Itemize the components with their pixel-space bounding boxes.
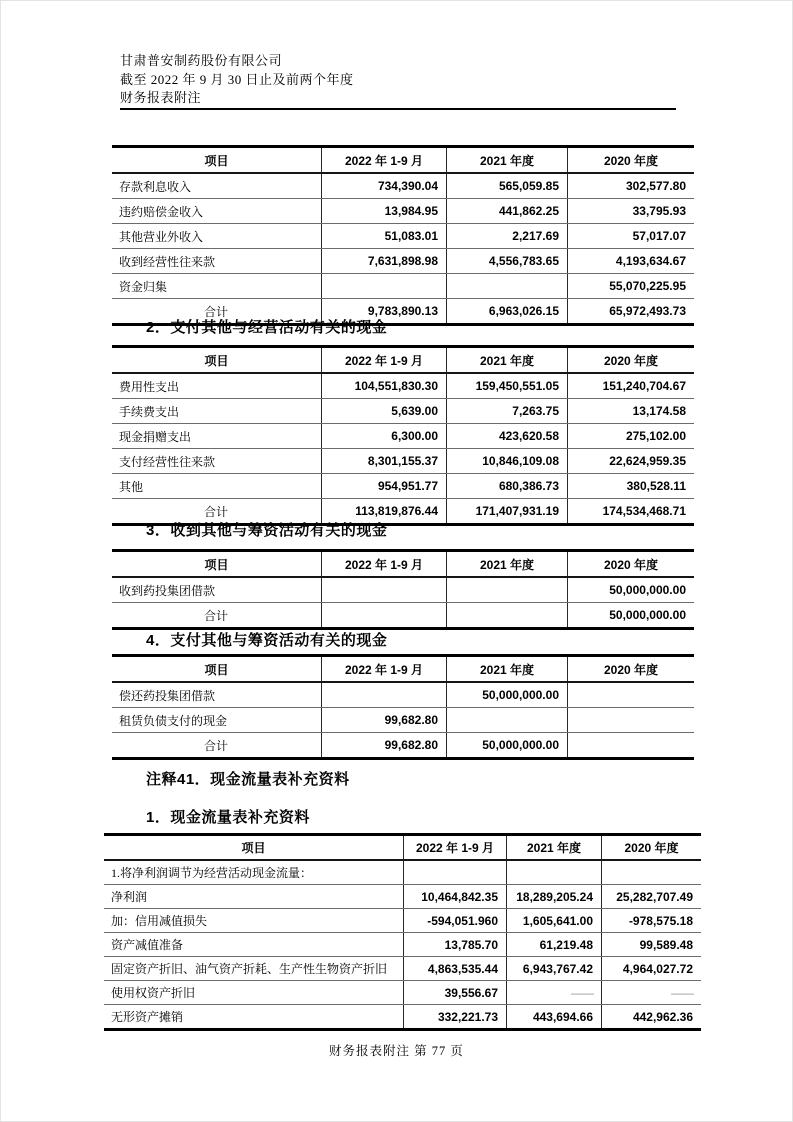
value-cell: 4,863,535.44 bbox=[404, 957, 507, 981]
value-cell: 1,605,641.00 bbox=[507, 909, 602, 933]
value-cell: 4,964,027.72 bbox=[602, 957, 702, 981]
value-cell: 6,300.00 bbox=[322, 424, 447, 449]
row-label: 使用权资产折旧 bbox=[104, 981, 404, 1005]
page-footer: 财务报表附注 第 77 页 bbox=[329, 1044, 464, 1058]
row-label: 合计 bbox=[112, 499, 322, 525]
value-cell: 8,301,155.37 bbox=[322, 449, 447, 474]
value-cell bbox=[447, 274, 568, 299]
row-label: 加：信用减值损失 bbox=[104, 909, 404, 933]
column-header: 项目 bbox=[112, 656, 322, 683]
value-cell: 2,217.69 bbox=[447, 224, 568, 249]
value-cell bbox=[507, 860, 602, 885]
column-header: 2022 年 1-9 月 bbox=[322, 147, 447, 174]
column-header: 2021 年度 bbox=[447, 551, 568, 578]
table-row bbox=[112, 249, 694, 274]
row-label: 资金归集 bbox=[112, 274, 322, 299]
value-cell: 565,059.85 bbox=[447, 173, 568, 199]
table-row bbox=[104, 860, 701, 885]
value-cell: 99,589.48 bbox=[602, 933, 702, 957]
column-header: 2021 年度 bbox=[447, 656, 568, 683]
value-cell: 104,551,830.30 bbox=[322, 373, 447, 399]
table-row bbox=[112, 399, 694, 424]
table-other-financing-cash-paid bbox=[112, 654, 694, 760]
value-cell: 13,785.70 bbox=[404, 933, 507, 957]
table-row bbox=[112, 173, 694, 199]
value-cell bbox=[322, 577, 447, 603]
value-cell: 55,070,225.95 bbox=[568, 274, 695, 299]
value-cell: 6,963,026.15 bbox=[447, 299, 568, 325]
table-header-row bbox=[112, 551, 694, 578]
table-row bbox=[112, 424, 694, 449]
column-header: 2021 年度 bbox=[507, 835, 602, 861]
value-cell: 113,819,876.44 bbox=[322, 499, 447, 525]
value-cell: 22,624,959.35 bbox=[568, 449, 695, 474]
value-cell: 13,984.95 bbox=[322, 199, 447, 224]
row-label: 手续费支出 bbox=[112, 399, 322, 424]
row-label: 1.将净利润调节为经营活动现金流量： bbox=[104, 860, 404, 885]
value-cell bbox=[568, 682, 695, 708]
value-cell: 6,943,767.42 bbox=[507, 957, 602, 981]
table-cash-flow-supplement bbox=[104, 833, 701, 1031]
table-row bbox=[104, 933, 701, 957]
value-cell: 50,000,000.00 bbox=[568, 603, 695, 629]
document-title: 财务报表附注 bbox=[120, 90, 202, 105]
value-cell: 442,962.36 bbox=[602, 1005, 702, 1030]
note-41-heading: 注释41．现金流量表补充资料 bbox=[146, 771, 350, 788]
table-header-row bbox=[112, 347, 694, 374]
value-cell bbox=[568, 733, 695, 759]
value-cell bbox=[322, 682, 447, 708]
total-row bbox=[112, 733, 694, 759]
column-header: 2021 年度 bbox=[447, 347, 568, 374]
value-cell: 50,000,000.00 bbox=[447, 733, 568, 759]
value-cell: 443,694.66 bbox=[507, 1005, 602, 1030]
column-header: 项目 bbox=[112, 347, 322, 374]
value-cell: 51,083.01 bbox=[322, 224, 447, 249]
value-cell: 302,577.80 bbox=[568, 173, 695, 199]
value-cell: 332,221.73 bbox=[404, 1005, 507, 1030]
row-label: 存款利息收入 bbox=[112, 173, 322, 199]
value-cell: 39,556.67 bbox=[404, 981, 507, 1005]
company-name: 甘肃普安制药股份有限公司 bbox=[120, 53, 283, 68]
column-header: 2022 年 1-9 月 bbox=[322, 656, 447, 683]
table-row bbox=[104, 957, 701, 981]
value-cell: 159,450,551.05 bbox=[447, 373, 568, 399]
value-cell: 18,289,205.24 bbox=[507, 885, 602, 909]
table-row bbox=[112, 449, 694, 474]
document-header bbox=[120, 52, 354, 108]
value-cell: 65,972,493.73 bbox=[568, 299, 695, 325]
table-row bbox=[104, 909, 701, 933]
table-other-operating-cash-paid bbox=[112, 345, 694, 526]
column-header: 2020 年度 bbox=[568, 347, 695, 374]
value-cell bbox=[404, 860, 507, 885]
value-cell: 275,102.00 bbox=[568, 424, 695, 449]
value-cell bbox=[322, 274, 447, 299]
value-cell: 50,000,000.00 bbox=[568, 577, 695, 603]
section-heading-paid-operating: 2．支付其他与经营活动有关的现金 bbox=[146, 319, 388, 336]
row-label: 偿还药投集团借款 bbox=[112, 682, 322, 708]
table-row bbox=[112, 224, 694, 249]
row-label: 租赁负债支付的现金 bbox=[112, 708, 322, 733]
value-cell: 680,386.73 bbox=[447, 474, 568, 499]
value-cell: 10,846,109.08 bbox=[447, 449, 568, 474]
value-cell bbox=[447, 577, 568, 603]
value-cell bbox=[322, 603, 447, 629]
subsection-heading-supplement: 1．现金流量表补充资料 bbox=[146, 809, 310, 826]
table-row bbox=[104, 885, 701, 909]
value-cell bbox=[447, 708, 568, 733]
value-cell: —— bbox=[507, 981, 602, 1005]
table-other-financing-cash-received bbox=[112, 549, 694, 630]
table-row bbox=[112, 682, 694, 708]
value-cell: 9,783,890.13 bbox=[322, 299, 447, 325]
value-cell: 25,282,707.49 bbox=[602, 885, 702, 909]
row-label: 资产减值准备 bbox=[104, 933, 404, 957]
row-label: 其他营业外收入 bbox=[112, 224, 322, 249]
table-row bbox=[112, 708, 694, 733]
row-label: 违约赔偿金收入 bbox=[112, 199, 322, 224]
table-row bbox=[112, 474, 694, 499]
value-cell: 441,862.25 bbox=[447, 199, 568, 224]
row-label: 收到药投集团借款 bbox=[112, 577, 322, 603]
row-label: 合计 bbox=[112, 733, 322, 759]
value-cell: -594,051.960 bbox=[404, 909, 507, 933]
table-row bbox=[104, 981, 701, 1005]
table-header-row bbox=[112, 147, 694, 174]
column-header: 2020 年度 bbox=[568, 147, 695, 174]
column-header: 项目 bbox=[112, 147, 322, 174]
table-row bbox=[112, 274, 694, 299]
table-header-row bbox=[104, 835, 701, 861]
section-heading-paid-financing: 4．支付其他与筹资活动有关的现金 bbox=[146, 632, 388, 649]
header-divider bbox=[120, 108, 676, 110]
column-header: 项目 bbox=[112, 551, 322, 578]
table-row bbox=[112, 199, 694, 224]
value-cell: 99,682.80 bbox=[322, 733, 447, 759]
value-cell: 10,464,842.35 bbox=[404, 885, 507, 909]
value-cell bbox=[568, 708, 695, 733]
value-cell: 734,390.04 bbox=[322, 173, 447, 199]
column-header: 2022 年 1-9 月 bbox=[404, 835, 507, 861]
table-row bbox=[112, 373, 694, 399]
report-period: 截至 2022 年 9 月 30 日止及前两个年度 bbox=[120, 71, 354, 87]
value-cell: 171,407,931.19 bbox=[447, 499, 568, 525]
column-header: 2022 年 1-9 月 bbox=[322, 347, 447, 374]
row-label: 固定资产折旧、油气资产折耗、生产性生物资产折旧 bbox=[104, 957, 404, 981]
table-row bbox=[112, 577, 694, 603]
value-cell: 5,639.00 bbox=[322, 399, 447, 424]
value-cell: 61,219.48 bbox=[507, 933, 602, 957]
value-cell: -978,575.18 bbox=[602, 909, 702, 933]
row-label: 现金捐赠支出 bbox=[112, 424, 322, 449]
column-header: 2020 年度 bbox=[568, 656, 695, 683]
value-cell: —— bbox=[602, 981, 702, 1005]
row-label: 无形资产摊销 bbox=[104, 1005, 404, 1030]
value-cell bbox=[447, 603, 568, 629]
value-cell: 151,240,704.67 bbox=[568, 373, 695, 399]
row-label: 收到经营性往来款 bbox=[112, 249, 322, 274]
row-label: 支付经营性往来款 bbox=[112, 449, 322, 474]
value-cell bbox=[602, 860, 702, 885]
value-cell: 99,682.80 bbox=[322, 708, 447, 733]
table-row bbox=[104, 1005, 701, 1030]
value-cell: 174,534,468.71 bbox=[568, 499, 695, 525]
value-cell: 7,631,898.98 bbox=[322, 249, 447, 274]
row-label: 其他 bbox=[112, 474, 322, 499]
column-header: 2020 年度 bbox=[602, 835, 702, 861]
value-cell: 33,795.93 bbox=[568, 199, 695, 224]
section-heading-received-financing: 3．收到其他与筹资活动有关的现金 bbox=[146, 522, 388, 539]
row-label: 合计 bbox=[112, 299, 322, 325]
value-cell: 7,263.75 bbox=[447, 399, 568, 424]
value-cell: 954,951.77 bbox=[322, 474, 447, 499]
value-cell: 57,017.07 bbox=[568, 224, 695, 249]
value-cell: 380,528.11 bbox=[568, 474, 695, 499]
row-label: 费用性支出 bbox=[112, 373, 322, 399]
row-label: 净利润 bbox=[104, 885, 404, 909]
column-header: 项目 bbox=[104, 835, 404, 861]
column-header: 2020 年度 bbox=[568, 551, 695, 578]
value-cell: 4,193,634.67 bbox=[568, 249, 695, 274]
row-label: 合计 bbox=[112, 603, 322, 629]
column-header: 2021 年度 bbox=[447, 147, 568, 174]
value-cell: 50,000,000.00 bbox=[447, 682, 568, 708]
column-header: 2022 年 1-9 月 bbox=[322, 551, 447, 578]
table-other-operating-cash-received bbox=[112, 145, 694, 326]
value-cell: 423,620.58 bbox=[447, 424, 568, 449]
value-cell: 13,174.58 bbox=[568, 399, 695, 424]
value-cell: 4,556,783.65 bbox=[447, 249, 568, 274]
total-row bbox=[112, 603, 694, 629]
table-header-row bbox=[112, 656, 694, 683]
